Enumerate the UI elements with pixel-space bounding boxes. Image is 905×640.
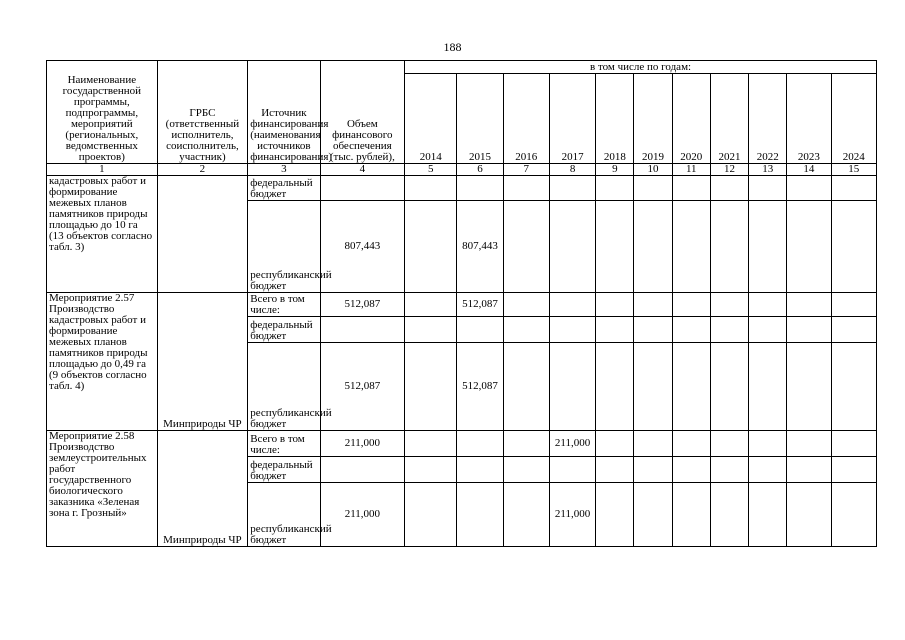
col-number: 14 bbox=[787, 164, 831, 176]
source-federal: федеральный бюджет bbox=[248, 317, 320, 343]
year-2024: 2024 bbox=[831, 74, 876, 164]
volume-value: 807,443 bbox=[320, 201, 405, 293]
year-2015: 2015 bbox=[457, 74, 503, 164]
year-value-2015: 512,087 bbox=[457, 343, 503, 431]
year-2019: 2019 bbox=[634, 74, 672, 164]
col-number: 13 bbox=[749, 164, 787, 176]
source-republic: республиканский бюджет bbox=[248, 483, 320, 547]
measure-name: Мероприятие 2.58 Производство землеустроительных работ государственного биологического заказника «Зеленая зона г. Грозный» bbox=[47, 431, 158, 547]
measure-name: Мероприятие 2.57 Производство кадастровых работ и формирование межевых планов памятников природы площадью до 0,49 га (9 объектов согласно табл. 4) bbox=[47, 293, 158, 431]
year-2022: 2022 bbox=[749, 74, 787, 164]
volume-value: 512,087 bbox=[320, 343, 405, 431]
header-source: Источник финансирования (наименования источников финансирования) bbox=[248, 61, 320, 164]
volume-value: 211,000 bbox=[320, 431, 405, 457]
source-total: Всего в том числе: bbox=[248, 293, 320, 317]
year-2020: 2020 bbox=[672, 74, 710, 164]
measure-grbs: Минприроды ЧР bbox=[157, 431, 248, 547]
col-number: 11 bbox=[672, 164, 710, 176]
col-number: 6 bbox=[457, 164, 503, 176]
measure-name: кадастровых работ и формирование межевых планов памятников природы площадью до 10 га (13 объектов согласно табл. 3) bbox=[47, 176, 158, 293]
col-number: 1 bbox=[47, 164, 158, 176]
col-number: 4 bbox=[320, 164, 405, 176]
year-2016: 2016 bbox=[503, 74, 549, 164]
source-republic: республиканский бюджет bbox=[248, 343, 320, 431]
source-federal: федеральный бюджет bbox=[248, 457, 320, 483]
year-value-2015: 512,087 bbox=[457, 293, 503, 317]
source-federal: федеральный бюджет bbox=[248, 176, 320, 201]
header-volume: Объем финансового обеспечения (тыс. рублей), bbox=[320, 61, 405, 164]
col-number: 9 bbox=[596, 164, 634, 176]
year-2021: 2021 bbox=[710, 74, 748, 164]
year-value-2017: 211,000 bbox=[549, 483, 595, 547]
col-number: 12 bbox=[710, 164, 748, 176]
col-number: 7 bbox=[503, 164, 549, 176]
header-grbs: ГРБС (ответственный исполнитель, соисполнитель, участник) bbox=[157, 61, 248, 164]
col-number: 3 bbox=[248, 164, 320, 176]
year-value-2017: 211,000 bbox=[549, 431, 595, 457]
source-total: Всего в том числе: bbox=[248, 431, 320, 457]
col-number: 10 bbox=[634, 164, 672, 176]
financing-table bbox=[46, 60, 877, 547]
col-number: 5 bbox=[405, 164, 457, 176]
volume-value: 211,000 bbox=[320, 483, 405, 547]
header-name: Наименование государственной программы, подпрограммы, мероприятий (региональных, ведомственных проектов) bbox=[47, 61, 158, 164]
page-number: 188 bbox=[443, 40, 462, 54]
measure-grbs bbox=[157, 176, 248, 293]
year-value-2015: 807,443 bbox=[457, 201, 503, 293]
year-2018: 2018 bbox=[596, 74, 634, 164]
source-republic: республиканский бюджет bbox=[248, 201, 320, 293]
measure-grbs: Минприроды ЧР bbox=[157, 293, 248, 431]
header-years-group: в том числе по годам: bbox=[405, 61, 877, 74]
col-number: 2 bbox=[157, 164, 248, 176]
year-2014: 2014 bbox=[405, 74, 457, 164]
year-2023: 2023 bbox=[787, 74, 831, 164]
volume-value: 512,087 bbox=[320, 293, 405, 317]
col-number: 15 bbox=[831, 164, 876, 176]
year-2017: 2017 bbox=[549, 74, 595, 164]
col-number: 8 bbox=[549, 164, 595, 176]
